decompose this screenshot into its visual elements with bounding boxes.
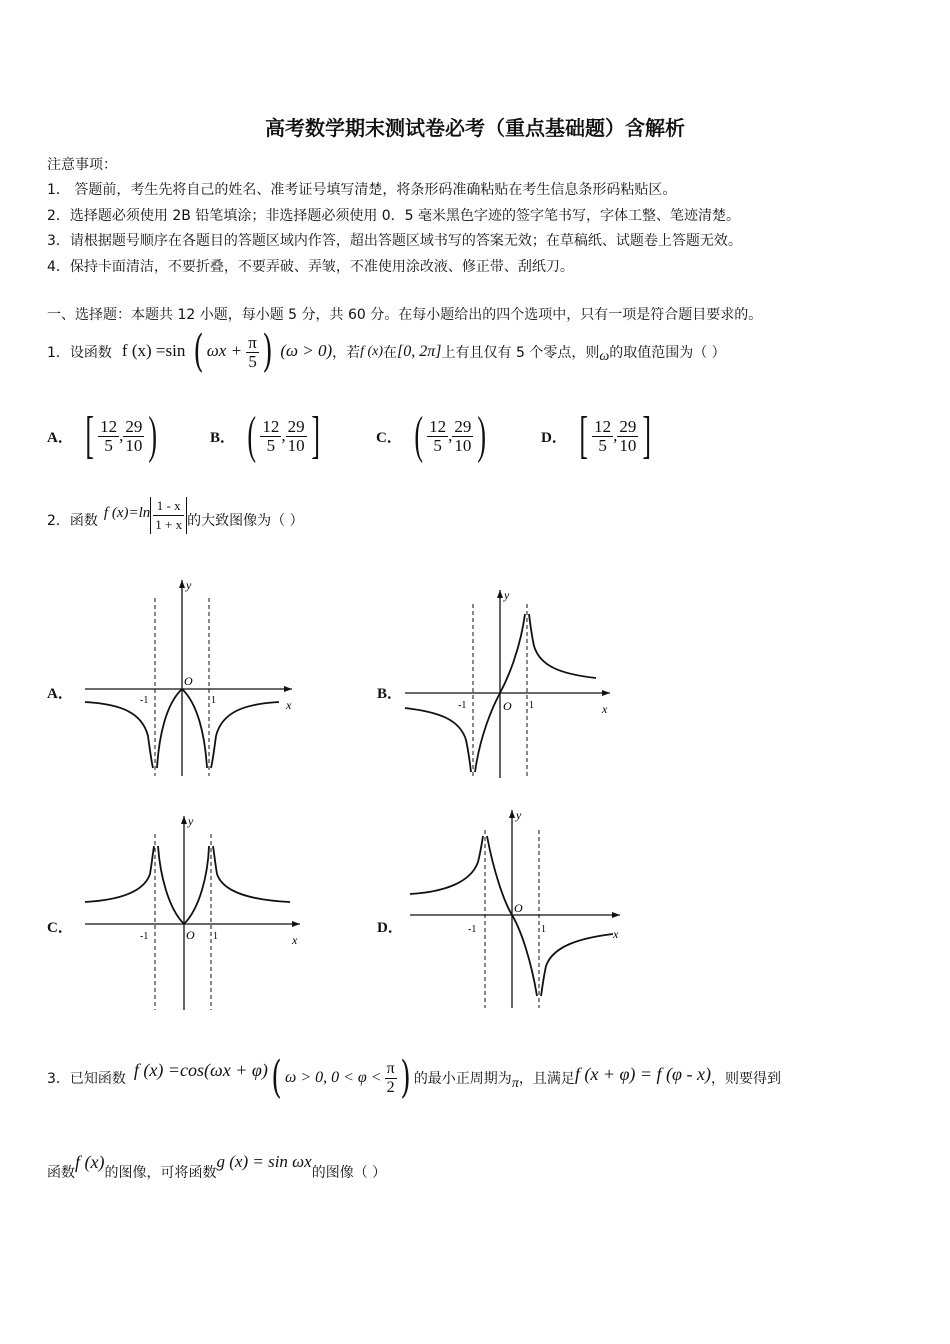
- notice-item-2: 2．选择题必须使用 2B 铅笔填涂；非选择题必须使用 0．5 毫米黑色字迹的签字笔书写，字体工整、笔迹清楚。: [47, 208, 741, 224]
- y-label: y: [188, 814, 194, 828]
- one-label: 1: [213, 931, 218, 942]
- q3-gx: g (x) = sin ωx: [216, 1152, 312, 1171]
- curve-right-inner: [184, 846, 209, 924]
- q3-pi: π: [386, 1059, 395, 1077]
- question-2: [47, 496, 304, 544]
- q1-option-b[interactable]: [210, 408, 324, 464]
- close-bracket: ): [477, 407, 487, 464]
- y-arrow: [497, 590, 503, 598]
- q2-abs-fraction: [150, 497, 187, 534]
- graph-a-label: A．: [47, 686, 73, 702]
- q1-function: f (x) =sin ( ωx + $\frac{\pi}{5}$ ) (ω > 0): [121, 326, 333, 377]
- close-bracket: ]: [310, 407, 320, 464]
- q3-two: 2: [386, 1078, 395, 1096]
- curve-left-outer: [85, 702, 153, 768]
- curve-left: [405, 708, 471, 772]
- b-num: 29: [454, 416, 472, 436]
- b-num: 29: [287, 416, 305, 436]
- q1-suffix: 的取值范围为（ ）: [609, 345, 726, 361]
- y-label: y: [186, 578, 192, 592]
- q1-five: 5: [248, 351, 257, 371]
- q1-option-c[interactable]: [376, 408, 491, 464]
- q1-inner: ωx +: [206, 340, 243, 360]
- a-den: 5: [104, 435, 113, 455]
- q3-fx: f (x): [75, 1151, 105, 1172]
- x-label: x: [602, 702, 608, 716]
- q3-text-3: ，则要得到: [711, 1071, 781, 1087]
- x-label: x: [613, 927, 619, 941]
- q1-option-d[interactable]: [541, 408, 656, 464]
- close-bracket: ]: [642, 407, 652, 464]
- q1-condition: (ω > 0): [280, 340, 333, 360]
- q1-fx: f (x): [360, 344, 384, 359]
- q3-func: f (x) =cos(ωx + φ): [133, 1059, 268, 1080]
- minus-one-label: -1: [140, 931, 149, 942]
- x-arrow: [602, 690, 610, 696]
- minus-one-label: -1: [458, 700, 467, 711]
- q3-line2-c: 的图像（ ）: [311, 1165, 387, 1181]
- option-interval: [ $\frac{12}{5}$ , $\frac{29}{10}$ ]: [579, 407, 652, 464]
- q3-line2-a: 函数: [47, 1165, 75, 1181]
- one-label: 1: [529, 700, 534, 711]
- open-bracket: (: [247, 407, 257, 464]
- q1-text-1: ，若: [332, 345, 361, 361]
- option-label: D．: [541, 429, 567, 446]
- q3-equation: f (x + φ) = f (φ - x): [574, 1063, 711, 1084]
- y-arrow: [509, 810, 515, 818]
- q3-prefix: 3．已知函数: [47, 1071, 126, 1087]
- curve-left: [410, 836, 483, 894]
- section-heading: 一、选择题：本题共 12 小题，每小题 5 分，共 60 分。在每小题给出的四个选项中，只有一项是符合题目要求的。: [47, 307, 763, 323]
- a-num: 12: [262, 416, 280, 436]
- origin-label: O: [514, 901, 523, 915]
- q2-prefix: 2．函数: [47, 513, 98, 529]
- curve-left-inner: [158, 846, 184, 924]
- graph-c[interactable]: [80, 812, 310, 1014]
- q2-func: f (x)=ln: [103, 504, 151, 521]
- q1-text-3: 上有且仅有 5 个零点，则: [441, 345, 600, 361]
- origin-label: O: [184, 674, 193, 688]
- a-num: 12: [100, 416, 118, 436]
- b-den: 10: [454, 435, 472, 455]
- minus-one-label: -1: [468, 924, 477, 935]
- origin-label: O: [186, 928, 195, 942]
- q1-option-a[interactable]: [47, 408, 162, 464]
- q1-text-2: 在: [383, 345, 398, 361]
- graph-a[interactable]: [80, 576, 300, 782]
- a-num: 12: [429, 416, 447, 436]
- q2-den: 1 + x: [155, 516, 183, 532]
- x-label: x: [292, 933, 298, 947]
- y-label: y: [516, 808, 522, 822]
- open-bracket: [: [85, 407, 94, 464]
- graph-b-label: B．: [377, 686, 403, 702]
- x-label: x: [286, 698, 292, 712]
- b-den: 10: [287, 435, 305, 455]
- graph-d-label: D．: [377, 920, 403, 936]
- q1-prefix: 1．设函数: [47, 345, 112, 361]
- notice-item-4: 4．保持卡面清洁，不要折叠，不要弄破、弄皱，不准使用涂改液、修正带、刮纸刀。: [47, 259, 574, 275]
- y-arrow: [179, 580, 185, 588]
- b-num: 29: [619, 416, 637, 436]
- x-arrow: [292, 921, 300, 927]
- curve-right-outer: [213, 846, 290, 902]
- question-3: [47, 1050, 781, 1106]
- one-label: 1: [541, 924, 546, 935]
- curve-right-inner: [182, 689, 207, 768]
- q3-text-2: ，且满足: [518, 1071, 575, 1087]
- q1-pi: π: [248, 332, 257, 352]
- a-den: 5: [433, 435, 442, 455]
- curve-left-inner: [157, 689, 182, 768]
- a-num: 12: [594, 416, 612, 436]
- graph-d[interactable]: [405, 806, 630, 1012]
- q2-suffix: 的大致图像为（ ）: [187, 513, 304, 529]
- y-label: y: [504, 588, 510, 602]
- close-bracket: ): [148, 407, 158, 464]
- a-den: 5: [266, 435, 276, 455]
- question-3-line-2: [47, 1148, 386, 1188]
- open-bracket: (: [414, 407, 423, 464]
- graph-c-label: C．: [47, 920, 73, 936]
- option-label: B．: [210, 429, 236, 446]
- y-arrow: [181, 816, 187, 824]
- curve-right: [541, 934, 613, 996]
- q3-condition: ( ω > 0, 0 < φ < $\frac{\pi}{2}$ ): [271, 1052, 411, 1103]
- question-1: [47, 326, 726, 378]
- open-bracket: [: [579, 407, 588, 464]
- q1-pi-over-5: [246, 334, 259, 371]
- b-num: 29: [125, 416, 143, 436]
- one-label: 1: [211, 695, 216, 706]
- q3-cond-a: ω > 0, 0 < φ <: [285, 1069, 382, 1086]
- option-interval: ( $\frac{12}{5}$ , $\frac{29}{10}$ ): [414, 407, 487, 464]
- x-arrow: [284, 686, 292, 692]
- q1-func-lhs: f (x) =sin: [121, 340, 186, 360]
- q3-line2-b: 的图像，可将函数: [104, 1165, 217, 1181]
- minus-one-label: -1: [140, 695, 149, 706]
- q2-num: 1 - x: [153, 497, 184, 516]
- option-label: A．: [47, 429, 73, 446]
- notice-item-1: 1． 答题前，考生先将自己的姓名、准考证号填写清楚，将条形码准确粘贴在考生信息条形码粘贴区。: [47, 182, 677, 198]
- option-interval: ( $\frac{12}{5}$ , $\frac{29}{10}$ ]: [247, 407, 320, 464]
- x-arrow: [612, 912, 620, 918]
- b-den: 10: [619, 435, 637, 455]
- curve-right-outer: [211, 702, 279, 768]
- option-interval: [ $\frac{12}{5}$ , $\frac{29}{10}$ ): [85, 407, 158, 464]
- origin-label: O: [503, 699, 512, 713]
- notice-item-3: 3．请根据题号顺序在各题目的答题区域内作答，超出答题区域书写的答案无效；在草稿纸、试题卷上答题无效。: [47, 233, 742, 249]
- q3-period: π: [511, 1076, 519, 1091]
- q1-omega: ω: [599, 349, 610, 364]
- b-den: 10: [125, 435, 143, 455]
- q3-text-1: 的最小正周期为: [413, 1071, 512, 1087]
- curve-left-outer: [85, 846, 154, 902]
- option-label: C．: [376, 429, 402, 446]
- a-den: 5: [598, 435, 607, 455]
- graph-b[interactable]: [400, 586, 620, 782]
- curve-right: [529, 614, 596, 678]
- page-title: 高考数学期末测试卷必考（重点基础题）含解析: [265, 116, 685, 140]
- q1-interval: [0, 2π]: [397, 343, 442, 360]
- notice-heading: 注意事项：: [47, 157, 117, 173]
